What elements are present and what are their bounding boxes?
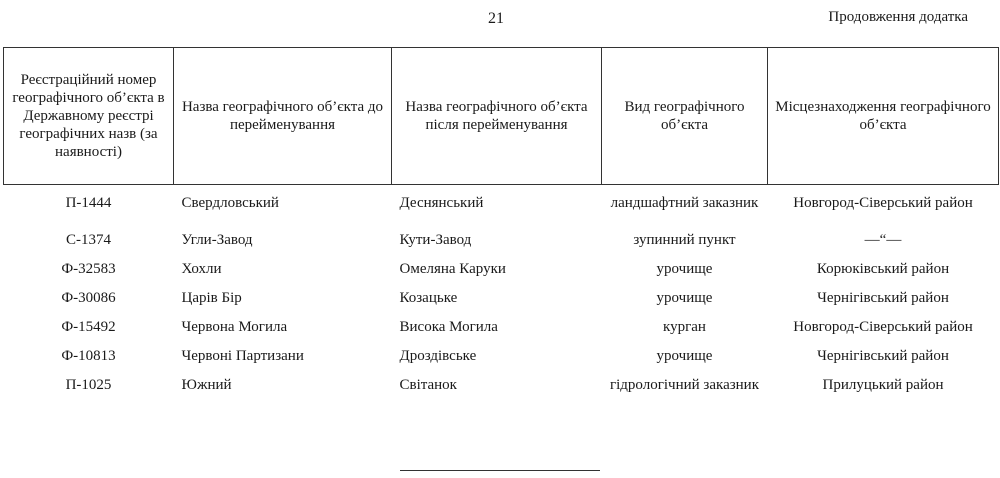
cell-registry-number: Ф-15492 — [61, 319, 116, 335]
cell-old-name: Южний — [181, 377, 232, 393]
header-location: Місцезнаходження географічного об’єкта — [768, 48, 999, 185]
cell-new-name: Світанок — [399, 377, 457, 393]
cell-new-name: Деснянський — [399, 195, 484, 211]
closing-rule — [400, 470, 600, 471]
cell-registry-number: С-1374 — [66, 232, 111, 248]
cell-object-type: ландшафтний заказник — [610, 195, 759, 211]
table-row — [4, 288, 999, 317]
cell-location: Новгород-Сіверський район — [793, 195, 973, 211]
cell-new-name: Висока Могила — [399, 319, 498, 335]
cell-new-name: Омеляна Каруки — [399, 261, 506, 277]
header-registry-number: Реєстраційний номер географічного об’єкта в Державному реєстрі географічних назв (за наявності) — [4, 48, 174, 185]
table-row — [4, 346, 999, 375]
cell-location: —“— — [864, 232, 902, 248]
continuation-label: Продовження додатка — [828, 9, 968, 25]
page-number: 21 — [488, 10, 504, 27]
table-row — [4, 259, 999, 288]
cell-old-name: Хохли — [181, 261, 222, 277]
cell-old-name: Угли-Завод — [181, 232, 253, 248]
table-row — [4, 317, 999, 346]
cell-object-type: гідрологічний заказник — [609, 377, 759, 393]
table-row — [4, 375, 999, 412]
cell-location: Чернігівський район — [817, 290, 949, 306]
table-header-row — [4, 48, 999, 185]
cell-new-name: Козацьке — [399, 290, 458, 306]
cell-registry-number: Ф-30086 — [61, 290, 116, 306]
cell-registry-number: Ф-10813 — [61, 348, 116, 364]
cell-location: Прилуцький район — [822, 377, 944, 393]
cell-old-name: Свердловський — [181, 195, 279, 211]
cell-new-name: Дроздівське — [399, 348, 477, 364]
cell-object-type: урочище — [656, 261, 713, 277]
cell-object-type: зупинний пункт — [633, 232, 736, 248]
cell-old-name: Червона Могила — [181, 319, 288, 335]
header-old-name: Назва географічного об’єкта до перейменування — [174, 48, 392, 185]
cell-location: Новгород-Сіверський район — [793, 319, 973, 335]
cell-object-type: курган — [663, 319, 706, 335]
table-row — [4, 185, 999, 231]
cell-new-name: Кути-Завод — [399, 232, 472, 248]
cell-object-type: урочище — [656, 290, 713, 306]
renaming-table — [3, 47, 999, 412]
header-object-type: Вид географічного об’єкта — [602, 48, 768, 185]
cell-location: Чернігівський район — [817, 348, 949, 364]
table-row — [4, 230, 999, 259]
cell-old-name: Червоні Партизани — [181, 348, 304, 364]
cell-registry-number: Ф-32583 — [61, 261, 116, 277]
cell-registry-number: П-1444 — [65, 195, 112, 211]
cell-object-type: урочище — [656, 348, 713, 364]
cell-registry-number: П-1025 — [65, 377, 112, 393]
cell-old-name: Царів Бір — [181, 290, 242, 306]
header-new-name: Назва географічного об’єкта після перейменування — [392, 48, 602, 185]
cell-location: Корюківський район — [816, 261, 950, 277]
